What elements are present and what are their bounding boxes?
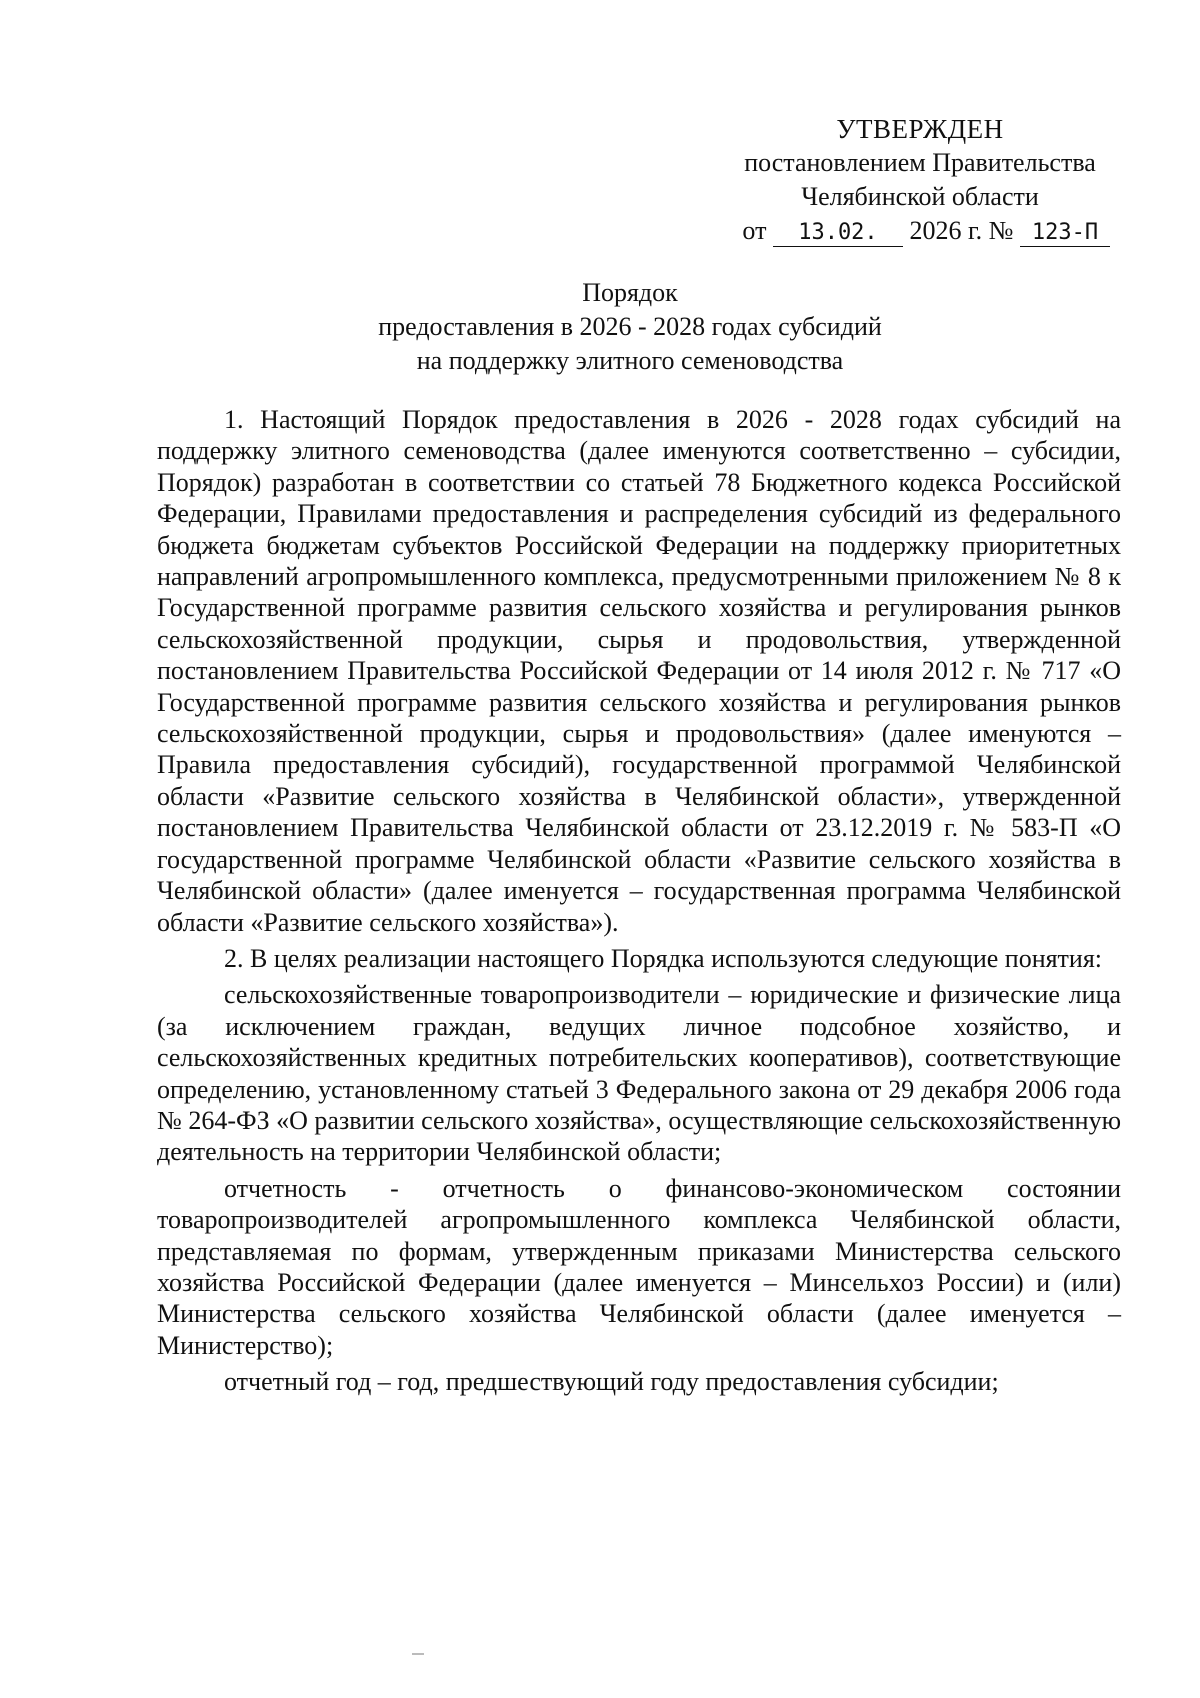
resolution-number: 123-П <box>1020 220 1110 247</box>
approval-title: УТВЕРЖДЕН <box>836 114 1004 144</box>
title-line-3: на поддержку элитного семеноводства <box>416 346 844 375</box>
approval-line-1: постановлением Правительства <box>744 148 1096 177</box>
definition-reporting-year: отчетный год – год, предшествующий году предоставления субсидии; <box>224 1367 999 1397</box>
document-body <box>157 404 1121 1398</box>
document-title <box>330 276 930 378</box>
definition-reporting: отчетность - отчетность о финансово-экономическом состоянии товаропроизводителей агропромышленного комплекса Челябинской области, представляемая по формам, утвержденным приказами Министерства сельского хозяйства Российской Федерации (далее именуется – Минсельхоз России) и (или) Министерства сельского хозяйства Челябинской области (далее именуется – Министерство); <box>157 1173 1121 1360</box>
paragraph-1: 1. Настоящий Порядок предоставления в 2026 - 2028 годах субсидий на поддержку элитного семеноводства (далее именуются соответственно – субсидии, Порядок) разработан в соответствии со статьей 78 Бюджетного кодекса Российской Федерации, Правилами предоставления и распределения субсидий из федерального бюджета бюджетам субъектов Российской Федерации на поддержку приоритетных направлений агропромышленного комплекса, предусмотренными приложением № 8 к Государственной программе развития сельского хозяйства и регулирования рынков сельскохозяйственной продукции, сырья и продовольствия, утвержденной постановлением Правительства Российской Федерации от 14 июля 2012 г. № 717 «О Государственной программе развития сельского хозяйства и регулирования рынков сельскохозяйственной продукции, сырья и продовольствия» (далее именуются – Правила предоставления субсидий), государственной программой Челябинской области «Развитие сельского хозяйства в Челябинской области», утвержденной постановлением Правительства Челябинской области от 23.12.2019 г. № 583-П «О государственной программе Челябинской области «Развитие сельского хозяйства в Челябинской области» (далее именуется – государственная программа Челябинской области «Развитие сельского хозяйства»). <box>157 405 1121 937</box>
date-prefix: от <box>742 216 767 245</box>
date-value: 13.02. <box>773 220 903 247</box>
definition-producers: сельскохозяйственные товаропроизводители – юридические и физические лица (за исключением граждан, ведущих личное подсобное хозяйство, и сельскохозяйственных кредитных потребительских кооперативов), соответствующие определению, установленному статьей 3 Федерального закона от 29 декабря 2006 года № 264-ФЗ «О развитии сельского хозяйства», осуществляющие сельскохозяйственную деятельность на территории Челябинской области; <box>157 980 1121 1167</box>
approval-date-line <box>720 214 1120 248</box>
year-text: 2026 г. № <box>909 216 1014 245</box>
approval-line-2: Челябинской области <box>801 182 1039 211</box>
title-line-1: Порядок <box>582 278 678 307</box>
title-line-2: предоставления в 2026 - 2028 годах субсидий <box>378 312 882 341</box>
approval-stamp <box>720 112 1120 248</box>
scan-mark <box>412 1653 424 1655</box>
paragraph-2: 2. В целях реализации настоящего Порядка используются следующие понятия: <box>224 943 1103 973</box>
